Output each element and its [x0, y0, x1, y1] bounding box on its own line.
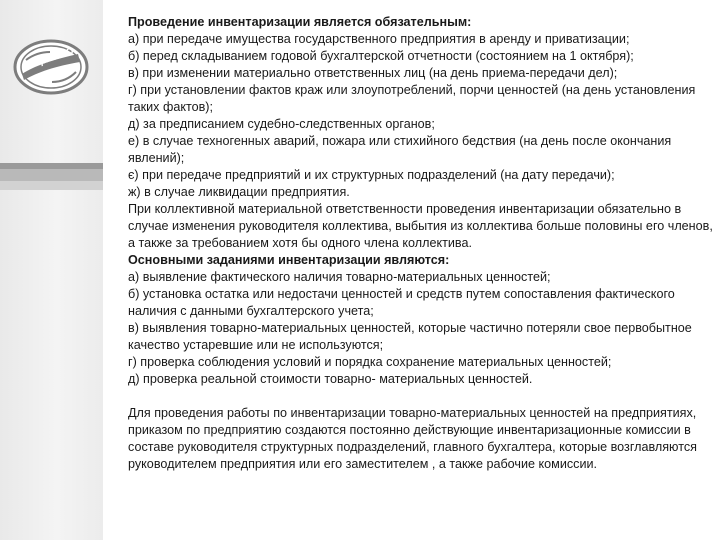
- sidebar: [0, 0, 103, 540]
- document-body: [128, 14, 713, 473]
- list-item: а) при передаче имущества государственного предприятия в аренду и приватизации;: [128, 32, 630, 46]
- section1-heading: Проведение инвентаризации является обязательным:: [128, 15, 472, 29]
- list-item: г) при установлении фактов краж или злоупотреблений, порчи ценностей (на день установления таких фактов);: [128, 83, 696, 114]
- list-item: е) в случае техногенных аварий, пожара или стихийного бедствия (на день после окончания явлений);: [128, 134, 672, 165]
- list-item: д) за предписанием судебно-следственных органов;: [128, 117, 435, 131]
- list-item: ж) в случае ликвидации предприятия.: [128, 185, 350, 199]
- list-item: г) проверка соблюдения условий и порядка сохранение материальных ценностей;: [128, 355, 612, 369]
- list-item: б) установка остатка или недостачи ценностей и средств путем сопоставления фактического наличия с данными бухгалтерского учета;: [128, 287, 675, 318]
- paragraph-spacer: [128, 388, 713, 405]
- list-item: а) выявление фактического наличия товарно-материальных ценностей;: [128, 270, 551, 284]
- section1-note: При коллективной материальной ответственности проведения инвентаризации обязательно в случае изменения руководителя коллектива, выбытия из коллектива больше половины его членов, а также за требованием хотя бы одного члена коллектива.: [128, 202, 713, 250]
- list-item: є) при передаче предприятий и их структурных подразделений (на дату передачи);: [128, 168, 615, 182]
- list-item: д) проверка реальной стоимости товарно- материальных ценностей.: [128, 372, 533, 386]
- section3-paragraph: Для проведения работы по инвентаризации товарно-материальных ценностей на предприятиях, приказом по предприятию создаются постоянно действующие инвентаризационные комиссии в составе руководителя структурных подразделений, главного бухгалтера, которые возглавляются руководителем предприятия или его заместителем , а также рабочие комиссии.: [128, 406, 697, 471]
- logo-text: КрАКТО: [32, 45, 76, 70]
- list-item: в) при изменении материально ответственных лиц (на день приема-передачи дел);: [128, 66, 618, 80]
- list-item: в) выявления товарно-материальных ценностей, которые частично потеряли свое первобытное качество устаревшие или не используются;: [128, 321, 692, 352]
- logo-icon: [12, 38, 90, 96]
- list-item: б) перед складыванием годовой бухгалтерской отчетности (состоянием на 1 октября);: [128, 49, 634, 63]
- section2-heading: Основными заданиями инвентаризации являются:: [128, 253, 450, 267]
- sidebar-stripe: [0, 181, 103, 190]
- sidebar-stripe: [0, 169, 103, 181]
